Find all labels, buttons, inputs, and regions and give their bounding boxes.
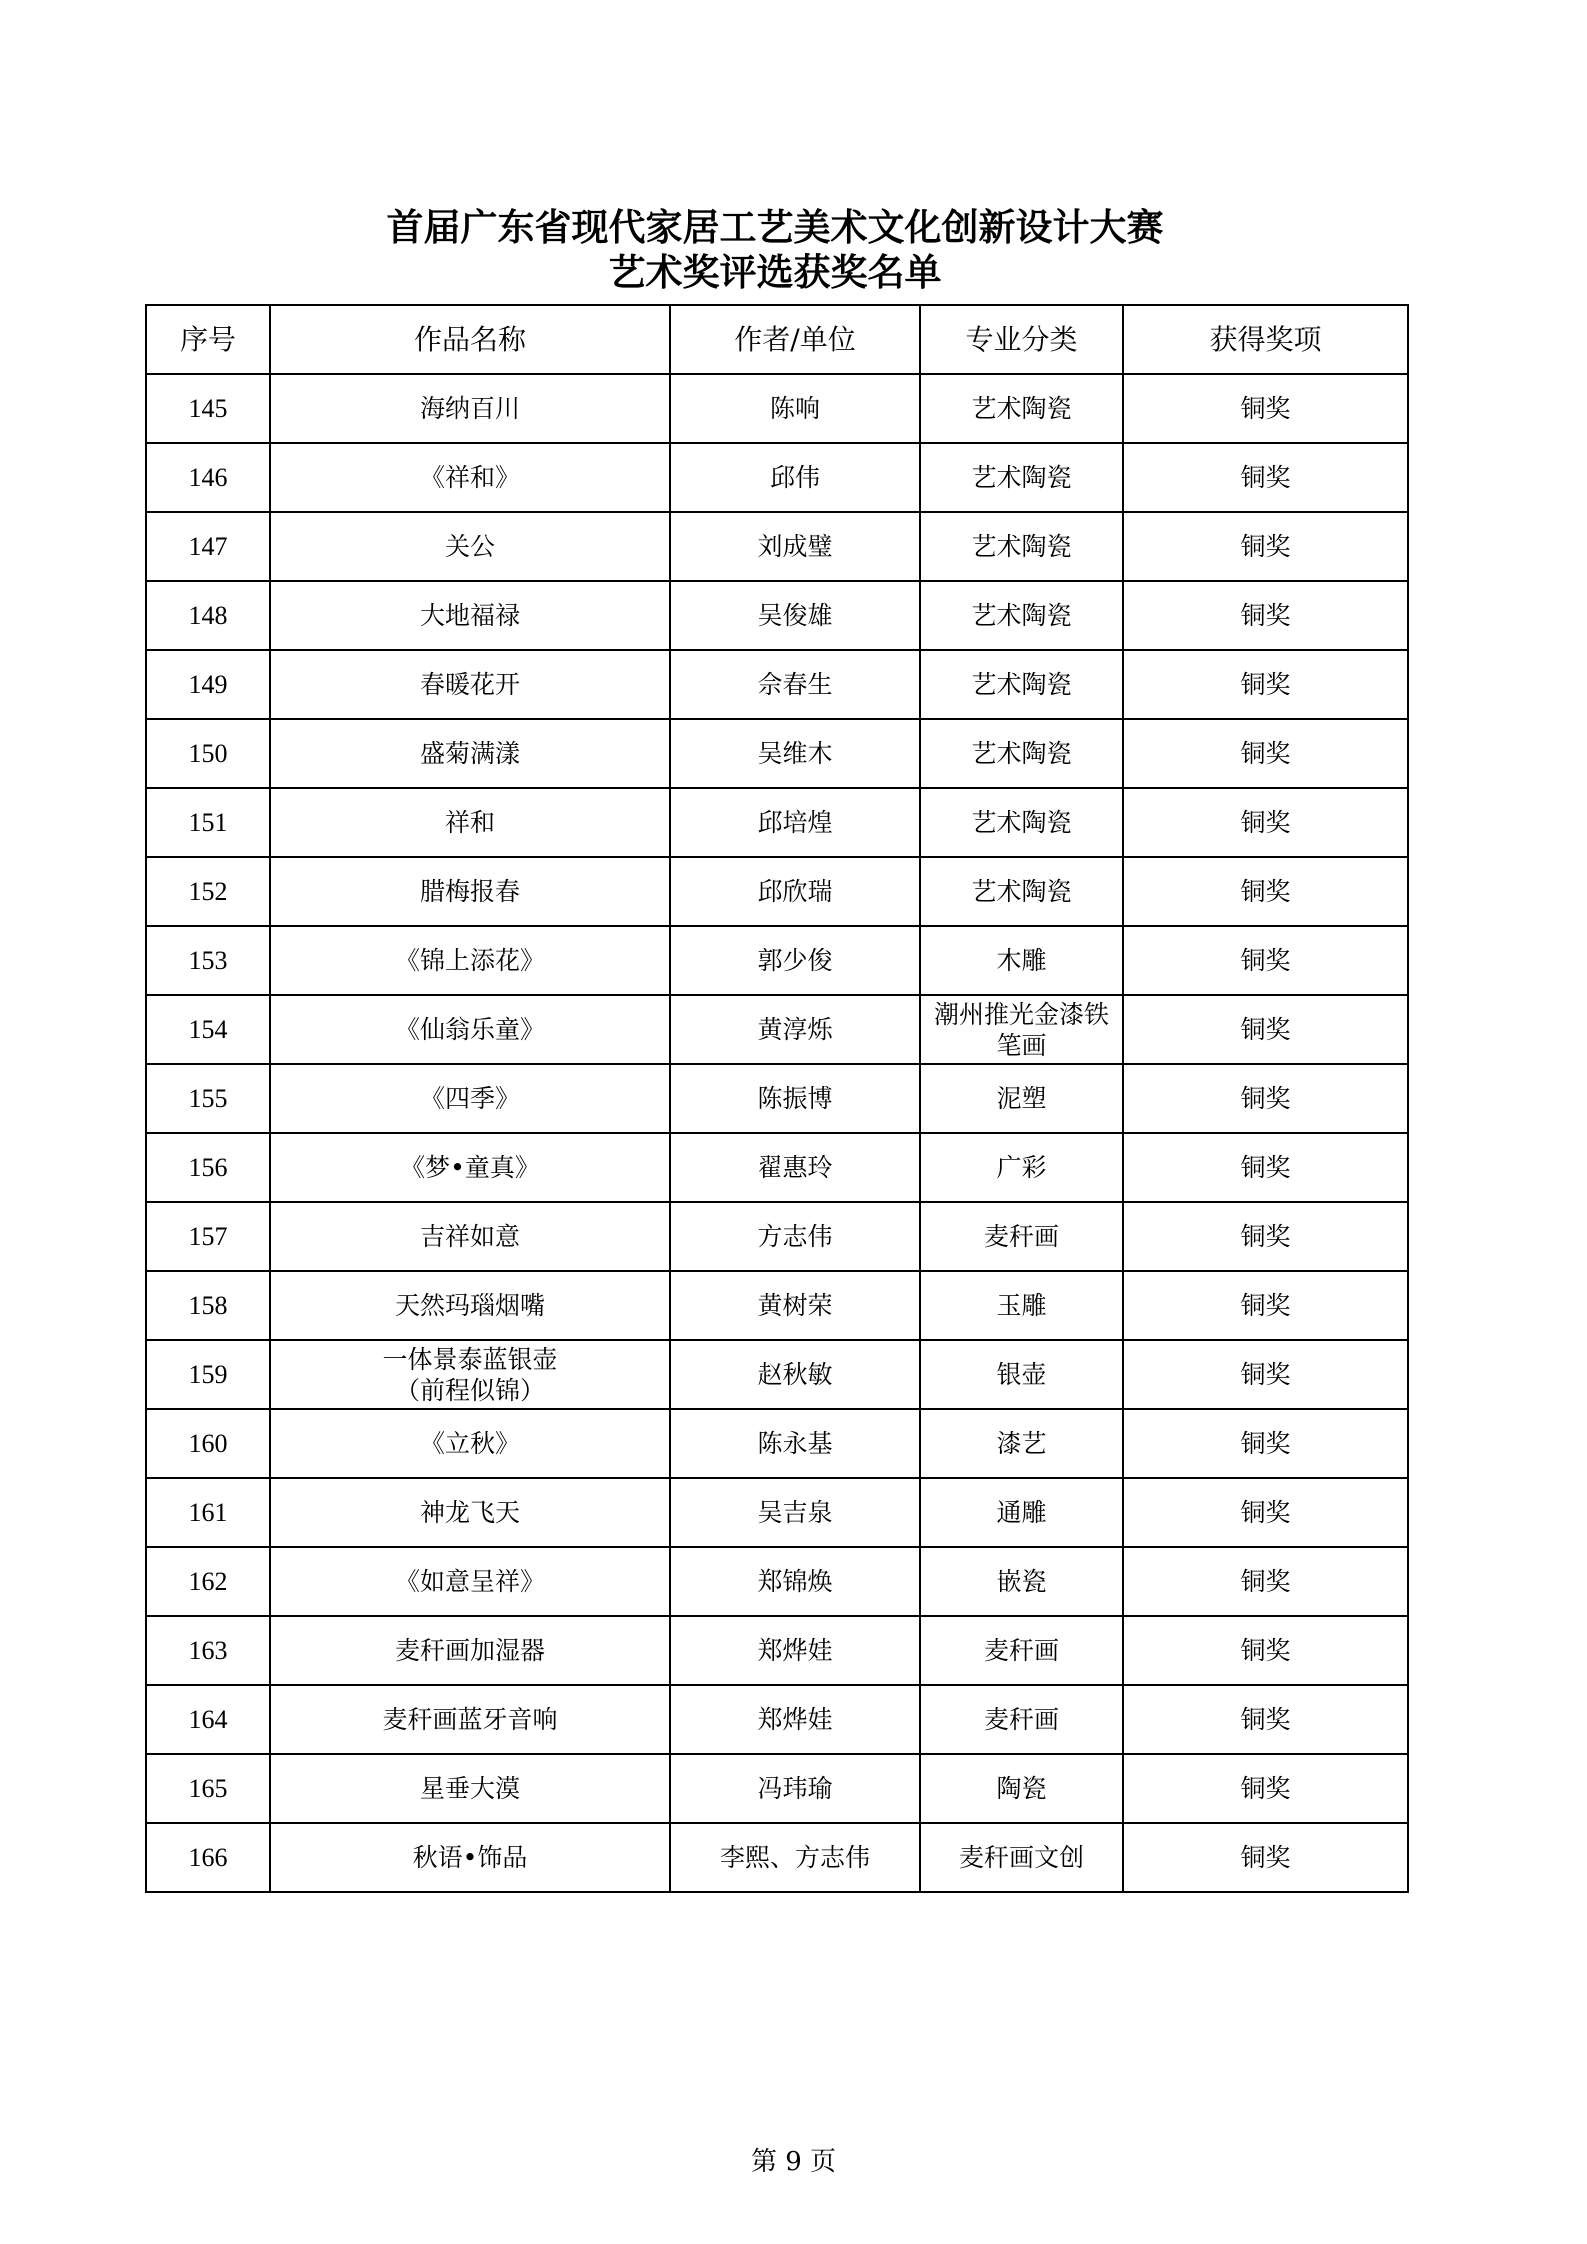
table-row	[146, 581, 1408, 650]
table-header-row	[146, 305, 1408, 374]
cell-award: 铜奖	[1123, 719, 1408, 788]
table-row	[146, 995, 1408, 1064]
cell-author: 方志伟	[670, 1202, 920, 1271]
cell-no: 147	[146, 512, 270, 581]
cell-no: 162	[146, 1547, 270, 1616]
table-row	[146, 512, 1408, 581]
column-header-award: 获得奖项	[1123, 305, 1408, 374]
cell-work: 麦秆画加湿器	[270, 1616, 670, 1685]
cell-no: 155	[146, 1064, 270, 1133]
table-row	[146, 1271, 1408, 1340]
cell-award: 铜奖	[1123, 650, 1408, 719]
cell-no: 161	[146, 1478, 270, 1547]
cell-category: 木雕	[920, 926, 1123, 995]
cell-award: 铜奖	[1123, 1202, 1408, 1271]
cell-author: 刘成璧	[670, 512, 920, 581]
cell-no: 158	[146, 1271, 270, 1340]
cell-award: 铜奖	[1123, 581, 1408, 650]
cell-category: 玉雕	[920, 1271, 1123, 1340]
table-row	[146, 1409, 1408, 1478]
cell-no: 163	[146, 1616, 270, 1685]
cell-award: 铜奖	[1123, 1616, 1408, 1685]
cell-award: 铜奖	[1123, 1823, 1408, 1892]
cell-category: 泥塑	[920, 1064, 1123, 1133]
cell-category: 陶瓷	[920, 1754, 1123, 1823]
cell-author: 黄淳烁	[670, 995, 920, 1064]
page-number: 第 9 页	[750, 2147, 837, 2177]
cell-author: 冯玮瑜	[670, 1754, 920, 1823]
cell-work: 《如意呈祥》	[270, 1547, 670, 1616]
cell-award: 铜奖	[1123, 512, 1408, 581]
cell-author: 邱伟	[670, 443, 920, 512]
cell-category: 麦秆画	[920, 1202, 1123, 1271]
cell-work: 《立秋》	[270, 1409, 670, 1478]
cell-category: 麦秆画文创	[920, 1823, 1123, 1892]
table-row	[146, 1616, 1408, 1685]
cell-category: 漆艺	[920, 1409, 1123, 1478]
cell-award: 铜奖	[1123, 1064, 1408, 1133]
cell-author: 陈振博	[670, 1064, 920, 1133]
cell-category: 银壶	[920, 1340, 1123, 1409]
cell-award: 铜奖	[1123, 443, 1408, 512]
cell-work: 《祥和》	[270, 443, 670, 512]
cell-author: 郑烨娃	[670, 1685, 920, 1754]
cell-author: 吴吉泉	[670, 1478, 920, 1547]
cell-award: 铜奖	[1123, 1478, 1408, 1547]
cell-work: 一体景泰蓝银壶 （前程似锦）	[270, 1340, 670, 1409]
cell-category: 艺术陶瓷	[920, 650, 1123, 719]
cell-author: 陈永基	[670, 1409, 920, 1478]
cell-author: 吴俊雄	[670, 581, 920, 650]
cell-award: 铜奖	[1123, 1754, 1408, 1823]
cell-author: 郑锦焕	[670, 1547, 920, 1616]
cell-author: 吴维木	[670, 719, 920, 788]
column-header-category: 专业分类	[920, 305, 1123, 374]
cell-work: 腊梅报春	[270, 857, 670, 926]
cell-author: 赵秋敏	[670, 1340, 920, 1409]
cell-award: 铜奖	[1123, 788, 1408, 857]
cell-no: 156	[146, 1133, 270, 1202]
cell-category: 艺术陶瓷	[920, 857, 1123, 926]
cell-award: 铜奖	[1123, 1133, 1408, 1202]
cell-category: 艺术陶瓷	[920, 443, 1123, 512]
table-row	[146, 1133, 1408, 1202]
cell-award: 铜奖	[1123, 926, 1408, 995]
cell-no: 166	[146, 1823, 270, 1892]
cell-no: 160	[146, 1409, 270, 1478]
cell-no: 149	[146, 650, 270, 719]
cell-no: 145	[146, 374, 270, 443]
table-row	[146, 857, 1408, 926]
cell-award: 铜奖	[1123, 1271, 1408, 1340]
award-table	[145, 304, 1409, 1893]
cell-category: 广彩	[920, 1133, 1123, 1202]
cell-author: 邱培煌	[670, 788, 920, 857]
cell-work: 海纳百川	[270, 374, 670, 443]
table-row	[146, 719, 1408, 788]
table-row	[146, 1478, 1408, 1547]
cell-no: 154	[146, 995, 270, 1064]
cell-category: 艺术陶瓷	[920, 512, 1123, 581]
cell-category: 嵌瓷	[920, 1547, 1123, 1616]
cell-award: 铜奖	[1123, 374, 1408, 443]
cell-author: 郭少俊	[670, 926, 920, 995]
cell-author: 佘春生	[670, 650, 920, 719]
cell-award: 铜奖	[1123, 995, 1408, 1064]
table-row	[146, 374, 1408, 443]
cell-author: 李熙、方志伟	[670, 1823, 920, 1892]
cell-work: 秋语•饰品	[270, 1823, 670, 1892]
table-row	[146, 1202, 1408, 1271]
cell-work: 吉祥如意	[270, 1202, 670, 1271]
cell-award: 铜奖	[1123, 1409, 1408, 1478]
cell-no: 151	[146, 788, 270, 857]
cell-work: 神龙飞天	[270, 1478, 670, 1547]
cell-category: 艺术陶瓷	[920, 581, 1123, 650]
cell-work: 关公	[270, 512, 670, 581]
cell-work: 《梦•童真》	[270, 1133, 670, 1202]
cell-category: 潮州推光金漆铁 笔画	[920, 995, 1123, 1064]
cell-author: 翟惠玲	[670, 1133, 920, 1202]
cell-award: 铜奖	[1123, 1547, 1408, 1616]
cell-no: 153	[146, 926, 270, 995]
table-row	[146, 650, 1408, 719]
cell-work: 《锦上添花》	[270, 926, 670, 995]
cell-category: 艺术陶瓷	[920, 374, 1123, 443]
table-body	[146, 374, 1408, 1892]
table-row	[146, 1340, 1408, 1409]
cell-author: 郑烨娃	[670, 1616, 920, 1685]
column-header-no: 序号	[146, 305, 270, 374]
cell-category: 艺术陶瓷	[920, 788, 1123, 857]
cell-category: 麦秆画	[920, 1685, 1123, 1754]
cell-work: 星垂大漠	[270, 1754, 670, 1823]
table-row	[146, 443, 1408, 512]
cell-award: 铜奖	[1123, 857, 1408, 926]
cell-work: 春暖花开	[270, 650, 670, 719]
cell-category: 艺术陶瓷	[920, 719, 1123, 788]
cell-category: 麦秆画	[920, 1616, 1123, 1685]
cell-author: 邱欣瑞	[670, 857, 920, 926]
cell-work: 大地福禄	[270, 581, 670, 650]
column-header-author: 作者/单位	[670, 305, 920, 374]
cell-no: 150	[146, 719, 270, 788]
cell-no: 159	[146, 1340, 270, 1409]
document-subtitle: 艺术奖评选获奖名单	[608, 251, 942, 294]
cell-no: 165	[146, 1754, 270, 1823]
table-row	[146, 788, 1408, 857]
cell-category: 通雕	[920, 1478, 1123, 1547]
table-row	[146, 1547, 1408, 1616]
cell-award: 铜奖	[1123, 1685, 1408, 1754]
column-header-work: 作品名称	[270, 305, 670, 374]
cell-no: 157	[146, 1202, 270, 1271]
table-row	[146, 1754, 1408, 1823]
cell-work: 祥和	[270, 788, 670, 857]
table-row	[146, 1823, 1408, 1892]
table-row	[146, 1685, 1408, 1754]
cell-work: 《四季》	[270, 1064, 670, 1133]
cell-work: 《仙翁乐童》	[270, 995, 670, 1064]
table-row	[146, 926, 1408, 995]
document-title: 首届广东省现代家居工艺美术文化创新设计大赛	[386, 206, 1164, 249]
cell-author: 黄树荣	[670, 1271, 920, 1340]
cell-work: 天然玛瑙烟嘴	[270, 1271, 670, 1340]
cell-work: 麦秆画蓝牙音响	[270, 1685, 670, 1754]
table-row	[146, 1064, 1408, 1133]
cell-no: 146	[146, 443, 270, 512]
cell-award: 铜奖	[1123, 1340, 1408, 1409]
cell-no: 152	[146, 857, 270, 926]
cell-author: 陈响	[670, 374, 920, 443]
cell-no: 148	[146, 581, 270, 650]
cell-work: 盛菊满漾	[270, 719, 670, 788]
cell-no: 164	[146, 1685, 270, 1754]
